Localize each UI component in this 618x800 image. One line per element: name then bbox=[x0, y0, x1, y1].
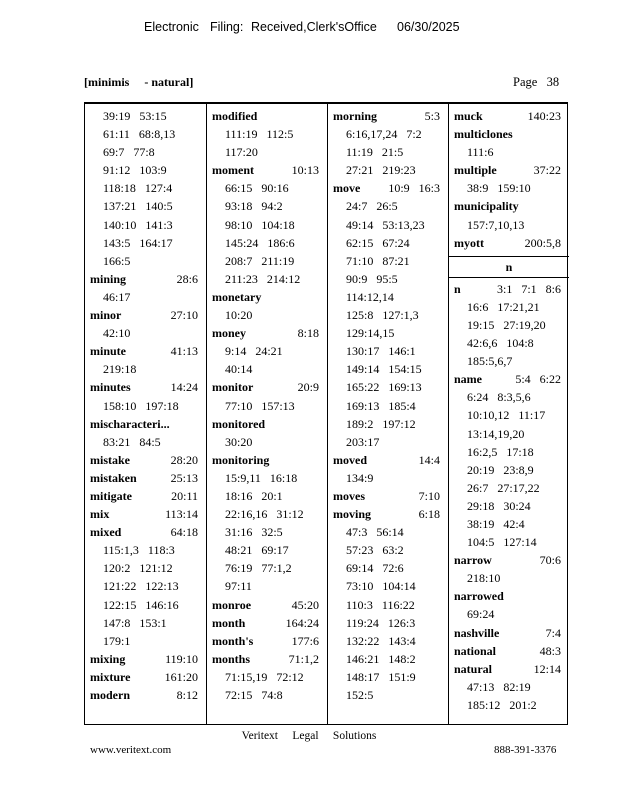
index-ref-line: 97:11 bbox=[225, 579, 252, 594]
index-ref-line: 143:5 164:17 bbox=[103, 235, 173, 250]
index-ref-line: 24:7 26:5 bbox=[346, 199, 398, 214]
index-ref-line: 93:18 94:2 bbox=[225, 199, 283, 214]
index-first-ref: 48:3 bbox=[539, 643, 561, 658]
index-ref-line: 69:24 bbox=[467, 607, 495, 622]
index-ref-line: 104:5 127:14 bbox=[467, 535, 537, 550]
index-entry bbox=[207, 288, 327, 324]
index-ref-line: 132:22 143:4 bbox=[346, 633, 416, 648]
index-entry bbox=[85, 469, 206, 487]
index-ref-line: 31:16 32:5 bbox=[225, 525, 283, 540]
index-first-ref: 64:18 bbox=[170, 525, 198, 540]
index-ref-line: 158:10 197:18 bbox=[103, 398, 179, 413]
index-first-ref: 41:13 bbox=[170, 344, 198, 359]
index-column-1 bbox=[85, 102, 206, 724]
index-ref-line: 130:17 146:1 bbox=[346, 344, 416, 359]
index-headword: myott bbox=[454, 235, 484, 250]
index-headword: month bbox=[212, 615, 246, 630]
index-ref-line: 27:21 219:23 bbox=[346, 163, 416, 178]
index-entry bbox=[207, 632, 327, 650]
index-entry bbox=[85, 668, 206, 686]
index-ref-line: 149:14 154:15 bbox=[346, 362, 422, 377]
index-entry bbox=[207, 650, 327, 704]
index-ref-line: 69:14 72:6 bbox=[346, 561, 404, 576]
index-headword: narrowed bbox=[454, 589, 504, 604]
index-first-ref: 14:4 bbox=[418, 452, 440, 467]
index-ref-line: 29:18 30:24 bbox=[467, 498, 531, 513]
index-entry bbox=[328, 505, 448, 704]
index-headword: monroe bbox=[212, 597, 252, 612]
index-ref-line: 72:15 74:8 bbox=[225, 688, 283, 702]
index-entry bbox=[85, 451, 206, 469]
index-ref-line: 117:20 bbox=[225, 145, 258, 160]
index-headword: mitigate bbox=[90, 488, 132, 503]
index-first-ref: 5:3 bbox=[424, 109, 440, 123]
index-ref-line: 26:7 27:17,22 bbox=[467, 480, 540, 495]
index-first-ref: 27:10 bbox=[170, 308, 198, 323]
index-entry bbox=[207, 378, 327, 414]
index-first-ref: 8:12 bbox=[176, 688, 198, 702]
index-range: [minimis - natural] bbox=[84, 75, 194, 89]
index-ref-line: 9:14 24:21 bbox=[225, 344, 283, 359]
index-grid bbox=[84, 102, 568, 725]
index-entry bbox=[85, 487, 206, 505]
index-ref-line: 49:14 53:13,23 bbox=[346, 217, 425, 232]
index-entry bbox=[85, 505, 206, 523]
index-ref-line: 10:20 bbox=[225, 308, 253, 323]
index-entry bbox=[328, 102, 448, 179]
index-ref-line: 83:21 84:5 bbox=[103, 434, 161, 449]
index-first-ref: 20:11 bbox=[171, 488, 198, 503]
index-entry bbox=[207, 451, 327, 596]
index-ref-line: 166:5 bbox=[103, 253, 131, 268]
index-entry bbox=[207, 161, 327, 288]
index-ref-line: 42:6,6 104:8 bbox=[467, 336, 534, 351]
index-headword: natural bbox=[454, 661, 493, 676]
filing-received: Received,Clerk'sOffice bbox=[251, 20, 377, 34]
index-ref-line: 6:24 8:3,5,6 bbox=[467, 390, 531, 405]
index-entry bbox=[449, 125, 569, 161]
index-headword: moment bbox=[212, 163, 254, 178]
index-first-ref: 7:10 bbox=[418, 488, 440, 503]
index-ref-line: 6:16,17,24 7:2 bbox=[346, 127, 422, 142]
index-headword: minor bbox=[90, 308, 122, 323]
index-headword: modified bbox=[212, 109, 258, 123]
index-ref-line: 16:2,5 17:18 bbox=[467, 444, 534, 459]
index-ref-line: 39:19 53:15 bbox=[103, 109, 167, 123]
index-ref-line: 208:7 211:19 bbox=[225, 253, 295, 268]
index-first-ref: 10:13 bbox=[291, 163, 319, 178]
index-entry bbox=[449, 197, 569, 233]
index-headword: months bbox=[212, 651, 251, 666]
index-ref-line: 66:15 90:16 bbox=[225, 181, 289, 196]
index-entry bbox=[449, 370, 569, 551]
index-ref-line: 111:6 bbox=[467, 145, 494, 160]
index-entry bbox=[85, 342, 206, 378]
index-first-ref: 12:14 bbox=[533, 661, 561, 676]
index-headword: monetary bbox=[212, 289, 262, 304]
index-entry bbox=[207, 102, 327, 161]
index-entry bbox=[328, 451, 448, 487]
index-ref-line: 10:10,12 11:17 bbox=[467, 408, 546, 423]
index-headword: monitoring bbox=[212, 452, 270, 467]
index-first-ref: 7:4 bbox=[545, 625, 561, 640]
index-ref-line: 91:12 103:9 bbox=[103, 163, 167, 178]
index-headword: narrow bbox=[454, 553, 492, 568]
index-headword: mining bbox=[90, 271, 127, 286]
index-ref-line: 22:16,16 31:12 bbox=[225, 507, 304, 522]
index-entry bbox=[85, 378, 206, 414]
index-first-ref: 119:10 bbox=[165, 651, 198, 666]
index-ref-line: 46:17 bbox=[103, 289, 131, 304]
index-ref-line: 165:22 169:13 bbox=[346, 380, 422, 395]
index-entry bbox=[328, 487, 448, 505]
index-entry bbox=[449, 587, 569, 623]
index-ref-line: 125:8 127:1,3 bbox=[346, 308, 419, 323]
index-headword: monitor bbox=[212, 380, 254, 395]
index-ref-line: 47:13 82:19 bbox=[467, 679, 531, 694]
index-headword: move bbox=[333, 181, 361, 196]
index-first-ref: 45:20 bbox=[291, 597, 319, 612]
index-ref-line: 30:20 bbox=[225, 434, 253, 449]
index-entry bbox=[85, 270, 206, 306]
index-entry bbox=[207, 596, 327, 614]
index-ref-line: 57:23 63:2 bbox=[346, 543, 404, 558]
index-first-ref: 70:6 bbox=[539, 553, 561, 568]
index-first-ref: 6:18 bbox=[418, 507, 440, 522]
index-ref-line: 111:19 112:5 bbox=[225, 127, 294, 142]
index-column-3 bbox=[327, 102, 448, 724]
index-headword: multiclones bbox=[454, 127, 513, 142]
index-entry bbox=[85, 523, 206, 650]
index-headword: name bbox=[454, 372, 482, 387]
index-entry bbox=[207, 415, 327, 451]
index-entry bbox=[449, 280, 569, 370]
index-ref-line: 179:1 bbox=[103, 633, 131, 648]
index-entry bbox=[449, 660, 569, 714]
index-first-ref: 28:20 bbox=[170, 452, 198, 467]
index-headword: money bbox=[212, 326, 246, 341]
index-ref-line: 140:10 141:3 bbox=[103, 217, 173, 232]
index-first-ref: 20:9 bbox=[297, 380, 319, 395]
index-ref-line: 15:9,11 16:18 bbox=[225, 470, 298, 485]
index-ref-line: 62:15 67:24 bbox=[346, 235, 410, 250]
index-ref-line: 76:19 77:1,2 bbox=[225, 561, 292, 576]
index-ref-line: 119:24 126:3 bbox=[346, 615, 416, 630]
index-ref-line: 147:8 153:1 bbox=[103, 615, 167, 630]
index-entry bbox=[85, 650, 206, 668]
index-headword: mix bbox=[90, 507, 110, 522]
index-ref-line: 148:17 151:9 bbox=[346, 669, 416, 684]
index-entry bbox=[449, 624, 569, 642]
index-ref-line: 42:10 bbox=[103, 326, 131, 341]
index-ref-line: 38:19 42:4 bbox=[467, 516, 525, 531]
index-ref-line: 129:14,15 bbox=[346, 326, 395, 341]
index-entry bbox=[85, 306, 206, 342]
index-ref-line: 169:13 185:4 bbox=[346, 398, 416, 413]
filing-label: Filing: bbox=[210, 20, 244, 34]
index-ref-line: 40:14 bbox=[225, 362, 253, 377]
index-first-ref: 28:6 bbox=[176, 271, 198, 286]
index-ref-line: 11:19 21:5 bbox=[346, 145, 404, 160]
index-headword: monitored bbox=[212, 416, 266, 431]
index-first-ref: 71:1,2 bbox=[288, 651, 319, 666]
index-ref-line: 13:14,19,20 bbox=[467, 426, 525, 441]
index-first-ref: 200:5,8 bbox=[524, 235, 561, 250]
index-entry bbox=[449, 551, 569, 587]
index-ref-line: 71:15,19 72:12 bbox=[225, 669, 304, 684]
index-headword: moved bbox=[333, 452, 367, 467]
index-first-ref: 10:9 16:3 bbox=[388, 181, 440, 196]
index-headword: muck bbox=[454, 109, 483, 123]
index-headword: mixing bbox=[90, 651, 126, 666]
index-headword: mistaken bbox=[90, 470, 137, 485]
index-headword: moving bbox=[333, 507, 372, 522]
index-ref-line: 71:10 87:21 bbox=[346, 253, 410, 268]
index-ref-line: 20:19 23:8,9 bbox=[467, 462, 534, 477]
index-ref-line: 18:16 20:1 bbox=[225, 488, 283, 503]
index-entry bbox=[449, 234, 569, 252]
index-ref-line: 90:9 95:5 bbox=[346, 271, 398, 286]
index-entry bbox=[85, 102, 206, 270]
index-entry bbox=[207, 324, 327, 378]
index-entry bbox=[328, 179, 448, 450]
index-ref-line: 38:9 159:10 bbox=[467, 181, 531, 196]
index-ref-line: 47:3 56:14 bbox=[346, 525, 404, 540]
index-ref-line: 19:15 27:19,20 bbox=[467, 317, 546, 332]
index-column-2 bbox=[206, 102, 327, 724]
index-entry bbox=[449, 161, 569, 197]
footer-phone: 888-391-3376 bbox=[494, 744, 557, 756]
index-entry bbox=[85, 686, 206, 704]
index-headword: mischaracteri... bbox=[90, 416, 170, 431]
index-ref-line: 98:10 104:18 bbox=[225, 217, 295, 232]
index-first-ref: 164:24 bbox=[285, 615, 319, 630]
index-entry bbox=[449, 642, 569, 660]
index-first-ref: 37:22 bbox=[533, 163, 561, 178]
section-letter: n bbox=[449, 256, 569, 278]
index-entry bbox=[85, 415, 206, 451]
index-headword: mistake bbox=[90, 452, 130, 467]
index-ref-line: 157:7,10,13 bbox=[467, 217, 525, 232]
index-headword: mixed bbox=[90, 525, 122, 540]
index-first-ref: 3:1 7:1 8:6 bbox=[496, 281, 561, 296]
index-headword: modern bbox=[90, 688, 130, 702]
index-first-ref: 161:20 bbox=[164, 669, 198, 684]
index-ref-line: 122:15 146:16 bbox=[103, 597, 179, 612]
index-ref-line: 218:10 bbox=[467, 571, 501, 586]
index-first-ref: 14:24 bbox=[170, 380, 198, 395]
index-ref-line: 118:18 127:4 bbox=[103, 181, 173, 196]
footer-company: Veritext Legal Solutions bbox=[241, 730, 377, 742]
index-headword: national bbox=[454, 643, 497, 658]
index-ref-line: 16:6 17:21,21 bbox=[467, 299, 540, 314]
index-headword: n bbox=[454, 281, 461, 296]
index-entry bbox=[449, 102, 569, 125]
index-ref-line: 185:12 201:2 bbox=[467, 697, 537, 712]
index-ref-line: 146:21 148:2 bbox=[346, 651, 416, 666]
index-first-ref: 25:13 bbox=[170, 470, 198, 485]
index-first-ref: 113:14 bbox=[165, 507, 198, 522]
index-first-ref: 177:6 bbox=[291, 633, 319, 648]
filing-date: 06/30/2025 bbox=[397, 20, 460, 34]
index-headword: multiple bbox=[454, 163, 497, 178]
index-headword: nashville bbox=[454, 625, 500, 640]
index-ref-line: 77:10 157:13 bbox=[225, 398, 295, 413]
index-ref-line: 211:23 214:12 bbox=[225, 271, 301, 286]
index-first-ref: 8:18 bbox=[297, 326, 319, 341]
index-ref-line: 152:5 bbox=[346, 688, 374, 702]
index-headword: municipality bbox=[454, 199, 519, 214]
index-headword: moves bbox=[333, 488, 365, 503]
index-ref-line: 185:5,6,7 bbox=[467, 354, 513, 369]
footer-website: www.veritext.com bbox=[90, 744, 172, 756]
index-first-ref: 5:4 6:22 bbox=[515, 372, 561, 387]
index-ref-line: 120:2 121:12 bbox=[103, 561, 173, 576]
index-ref-line: 121:22 122:13 bbox=[103, 579, 179, 594]
index-ref-line: 115:1,3 118:3 bbox=[103, 543, 175, 558]
filing-electronic: Electronic bbox=[144, 20, 199, 34]
index-ref-line: 134:9 bbox=[346, 470, 374, 485]
index-first-ref: 140:23 bbox=[527, 109, 561, 123]
index-ref-line: 189:2 197:12 bbox=[346, 416, 416, 431]
index-headword: morning bbox=[333, 109, 378, 123]
index-ref-line: 73:10 104:14 bbox=[346, 579, 416, 594]
index-ref-line: 61:11 68:8,13 bbox=[103, 127, 176, 142]
index-headword: month's bbox=[212, 633, 254, 648]
index-ref-line: 203:17 bbox=[346, 434, 380, 449]
index-ref-line: 137:21 140:5 bbox=[103, 199, 173, 214]
index-column-4 bbox=[448, 102, 569, 724]
index-headword: minute bbox=[90, 344, 126, 359]
index-headword: mixture bbox=[90, 669, 131, 684]
index-ref-line: 145:24 186:6 bbox=[225, 235, 295, 250]
index-ref-line: 69:7 77:8 bbox=[103, 145, 155, 160]
index-headword: minutes bbox=[90, 380, 131, 395]
index-ref-line: 110:3 116:22 bbox=[346, 597, 415, 612]
index-ref-line: 114:12,14 bbox=[346, 289, 394, 304]
page-number: Page 38 bbox=[513, 75, 560, 89]
index-ref-line: 219:18 bbox=[103, 362, 137, 377]
index-entry bbox=[207, 614, 327, 632]
index-ref-line: 48:21 69:17 bbox=[225, 543, 289, 558]
